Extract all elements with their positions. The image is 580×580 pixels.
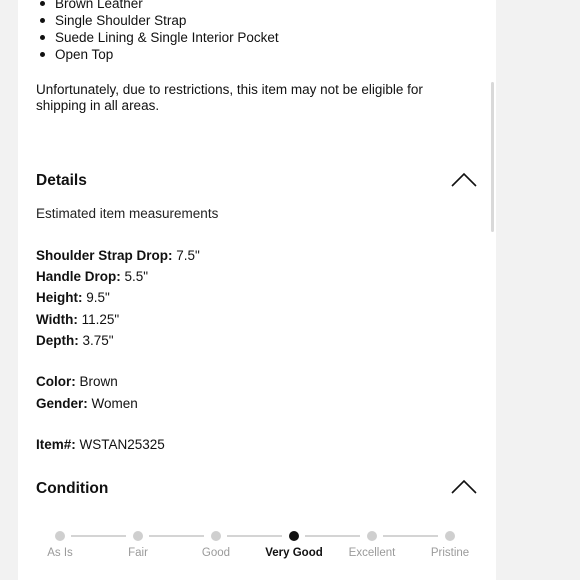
measurement-handle-drop: Handle Drop: 5.5" (36, 269, 149, 284)
attribute-gender: Gender: Women (36, 396, 138, 411)
condition-track (227, 535, 282, 537)
measurement-depth: Depth: 3.75" (36, 333, 114, 348)
feature-item: Open Top (36, 46, 279, 63)
condition-dot-as-is (55, 531, 65, 541)
condition-label-as-is: As Is (47, 547, 73, 559)
condition-dot-fair (133, 531, 143, 541)
condition-heading[interactable]: Condition (36, 480, 109, 497)
measurement-height: Height: 9.5" (36, 290, 110, 305)
condition-label-pristine: Pristine (430, 547, 470, 559)
condition-track (305, 535, 360, 537)
condition-label-very-good: Very Good (265, 547, 323, 559)
condition-label-excellent: Excellent (348, 547, 396, 559)
condition-track (149, 535, 204, 537)
feature-item: Brown Leather (36, 0, 279, 12)
chevron-up-icon[interactable] (450, 479, 478, 495)
shipping-notice: Unfortunately, due to restrictions, this item may not be eligible for shipping in all areas. (36, 82, 423, 113)
condition-dot-good (211, 531, 221, 541)
condition-dot-very-good (289, 531, 299, 541)
scrollbar[interactable] (491, 82, 494, 232)
measurement-width: Width: 11.25" (36, 312, 120, 327)
measurements-subtitle: Estimated item measurements (36, 206, 219, 221)
details-heading[interactable]: Details (36, 172, 87, 189)
condition-dot-excellent (367, 531, 377, 541)
attribute-color: Color: Brown (36, 374, 118, 389)
condition-label-good: Good (201, 547, 231, 559)
feature-item: Suede Lining & Single Interior Pocket (36, 29, 279, 46)
condition-track (71, 535, 126, 537)
measurement-shoulder-strap-drop: Shoulder Strap Drop: 7.5" (36, 248, 200, 263)
feature-item: Single Shoulder Strap (36, 12, 279, 29)
condition-track (383, 535, 438, 537)
feature-list (36, 0, 279, 63)
condition-dot-pristine (445, 531, 455, 541)
item-number: Item#: WSTAN25325 (36, 437, 165, 452)
condition-label-fair: Fair (128, 547, 148, 559)
chevron-up-icon[interactable] (450, 172, 478, 188)
